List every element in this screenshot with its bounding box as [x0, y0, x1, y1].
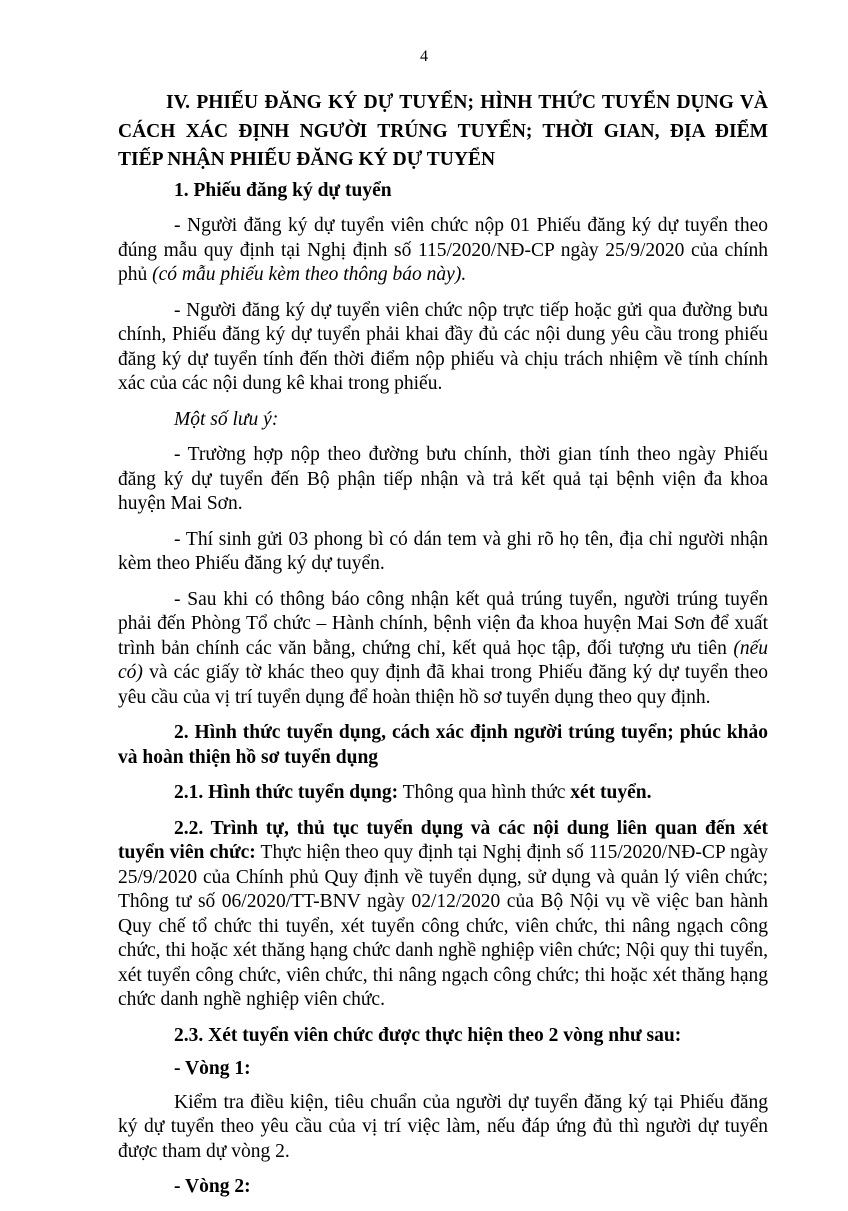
subsection-2-title: 2. Hình thức tuyển dụng, cách xác định người trúng tuyển; phúc khảo và hoàn thiện hồ sơ tuyển dụng	[118, 722, 768, 768]
note-postal: - Trường hợp nộp theo đường bưu chính, thời gian tính theo ngày Phiếu đăng ký dự tuyển đến Bộ phận tiếp nhận và trả kết quả tại bệnh viện đa khoa huyện Mai Sơn.	[118, 444, 768, 514]
paragraph-registration-form	[118, 214, 768, 288]
note-text-part1: - Sau khi có thông báo công nhận kết quả trúng tuyển, người trúng tuyển phải đến Phòng Tổ chức – Hành chính, bệnh viện đa khoa huyện Mai Sơn để xuất trình bản chính các văn bằng, chứng chỉ, kết quả học tập, đối tượng ưu tiên	[118, 588, 768, 659]
round-2-label: - Vòng 2:	[174, 1176, 251, 1197]
round-1-text: Kiểm tra điều kiện, tiêu chuẩn của người dự tuyển đăng ký tại Phiếu đăng ký dự tuyển theo yêu cầu của vị trí việc làm, nếu đáp ứng đủ thì người dự tuyển được tham dự vòng 2.	[118, 1091, 768, 1162]
round-1-label: - Vòng 1:	[174, 1058, 251, 1079]
clause-2-1-bold: xét tuyển.	[570, 782, 652, 803]
subsection-1-title: 1. Phiếu đăng ký dự tuyển	[174, 179, 392, 201]
note-text-part2: và các giấy tờ khác theo quy định đã khai trong Phiếu đăng ký dự tuyển theo yêu cầu của vị trí tuyển dụng để hoàn thiện hồ sơ tuyển dụng theo quy định.	[118, 662, 768, 708]
clause-2-2-text: Thực hiện theo quy định tại Nghị định số 115/2020/NĐ-CP ngày 25/9/2020 của Chính phủ Quy định về tuyển dụng, sử dụng và quản lý viên chức; Thông tư số 06/2020/TT-BNV ngày 02/12/2020 của Bộ Nội vụ về việc ban hành Quy chế tổ chức thi tuyển, xét tuyển công chức, viên chức, thi nâng ngạch công chức, thi hoặc xét thăng hạng chức danh nghề nghiệp viên chức; Nội quy thi tuyển, xét tuyển công chức, viên chức, thi nâng ngạch công chức; thi hoặc xét thăng hạng chức danh nghề nghiệp viên chức.	[118, 842, 768, 1010]
paragraph-2-1	[118, 781, 768, 806]
note-envelopes: - Thí sinh gửi 03 phong bì có dán tem và ghi rõ họ tên, địa chỉ người nhận kèm theo Phiếu đăng ký dự tuyển.	[118, 528, 768, 574]
page-content	[118, 89, 768, 1211]
clause-2-3-title: 2.3. Xét tuyển viên chức được thực hiện theo 2 vòng như sau:	[174, 1024, 682, 1046]
section-heading: IV. PHIẾU ĐĂNG KÝ DỰ TUYỂN; HÌNH THỨC TUYỂN DỤNG VÀ CÁCH XÁC ĐỊNH NGƯỜI TRÚNG TUYỂN; THỜI GIAN, ĐỊA ĐIỂM TIẾP NHẬN PHIẾU ĐĂNG KÝ DỰ TUYỂN	[118, 92, 768, 170]
paragraph-2-2	[118, 817, 768, 1013]
clause-2-2-label: 2.2. Trình tự, thủ tục tuyển dụng và các nội dung liên quan đến xét tuyển viên chức:	[118, 817, 768, 863]
note-italic-if-any: (nếu có)	[118, 637, 768, 683]
notes-label: Một số lưu ý:	[174, 408, 279, 430]
paragraph-text: - Người đăng ký dự tuyển viên chức nộp 01 Phiếu đăng ký dự tuyển theo đúng mẫu quy định tại Nghị định số 115/2020/NĐ-CP ngày 25/9/2020 của chính phủ	[118, 215, 768, 285]
note-original-documents	[118, 588, 768, 711]
page-number: 4	[420, 48, 428, 65]
clause-2-1-label: 2.1. Hình thức tuyển dụng:	[174, 782, 399, 803]
paragraph-submission: - Người đăng ký dự tuyển viên chức nộp trực tiếp hoặc gửi qua đường bưu chính, Phiếu đăng ký dự tuyển phải khai đầy đủ các nội dung yêu cầu trong phiếu đăng ký dự tuyển tính đến thời điểm nộp phiếu và chịu trách nhiệm về tính chính xác của các nội dung kê khai trong phiếu.	[118, 299, 768, 394]
paragraph-italic-note: (có mẫu phiếu kèm theo thông báo này).	[152, 264, 467, 285]
clause-2-1-text: Thông qua hình thức	[398, 782, 571, 803]
